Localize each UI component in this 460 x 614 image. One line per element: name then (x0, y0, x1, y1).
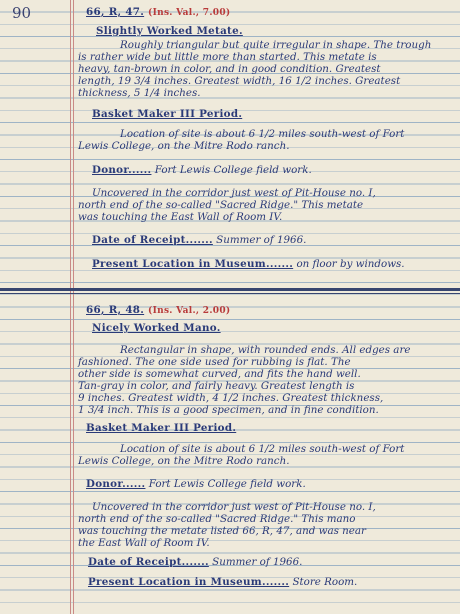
entry-2-donor: Fort Lewis College field work. (148, 478, 306, 490)
entry-2-receipt-row (88, 556, 302, 568)
entry-2-desc-line: 1 3/4 inch. This is a good specimen, and in fine condition. (78, 404, 379, 416)
entry-2-found-line: the East Wall of Room IV. (78, 537, 210, 549)
entry-1-donor-row (92, 164, 312, 176)
entry-1-museum-label: Present Location in Museum....... (92, 258, 294, 270)
entry-1-location-line: Location of site is about 6 1/2 miles south-west of Fort (120, 128, 405, 140)
entry-2-museum-label: Present Location in Museum....... (88, 576, 290, 588)
entry-2-receipt-label: Date of Receipt....... (88, 556, 209, 568)
entry-divider (0, 288, 460, 291)
entry-1-desc-line: length, 19 3/4 inches. Greatest width, 16 1/2 inches. Greatest (78, 75, 401, 87)
entry-2-museum: Store Room. (292, 576, 358, 588)
entry-1-donor-label: Donor...... (92, 164, 152, 176)
entry-1-museum-row (92, 258, 405, 270)
entry-1-found-line: was touching the East Wall of Room IV. (78, 211, 283, 223)
entry-1-museum: on floor by windows. (296, 258, 405, 270)
entry-1-found-line: Uncovered in the corridor just west of Pit-House no. I, (92, 187, 376, 199)
entry-2-desc-line: Rectangular in shape, with rounded ends. All edges are (120, 344, 411, 356)
entry-1-receipt-label: Date of Receipt....... (92, 234, 213, 246)
entry-2-found-line: north end of the so-called "Sacred Ridge." This mano (78, 513, 356, 525)
entry-2-desc-line: Tan-gray in color, and fairly heavy. Greatest length is (78, 380, 355, 392)
entry-2-desc-line: 9 inches. Greatest width, 4 1/2 inches. Greatest thickness, (78, 392, 384, 404)
entry-1-title: Slightly Worked Metate. (96, 25, 243, 37)
entry-2-catalog-no: 66, R, 48. (86, 304, 145, 316)
entry-2-header (86, 304, 230, 317)
entry-2-museum-row (88, 576, 357, 588)
entry-1-receipt-row (92, 234, 306, 246)
entry-2-location-line: Lewis College, on the Mitre Rodo ranch. (78, 455, 290, 467)
entry-2-found-line: was touching the metate listed 66, R, 47, and was near (78, 525, 366, 537)
entry-1-valuation: (Ins. Val., 7.00) (148, 8, 231, 18)
entry-2-found-line: Uncovered in the corridor just west of Pit-House no. I, (92, 501, 376, 513)
entry-2-desc-line: other side is somewhat curved, and fits the hand well. (78, 368, 361, 380)
entry-2-donor-row (86, 478, 306, 490)
entry-1-header (86, 6, 230, 19)
entry-2-period: Basket Maker III Period. (86, 422, 237, 434)
entry-1-catalog-no: 66, R, 47. (86, 6, 145, 18)
entry-2-desc-line: fashioned. The one side used for rubbing is flat. The (78, 356, 351, 368)
entry-1-desc-line: is rather wide but little more than started. This metate is (78, 51, 377, 63)
entry-1-period: Basket Maker III Period. (92, 108, 243, 120)
entry-2-valuation: (Ins. Val., 2.00) (148, 306, 231, 316)
entry-2-location-line: Location of site is about 6 1/2 miles south-west of Fort (120, 443, 405, 455)
entry-1-desc-line: Roughly triangular but quite irregular in shape. The trough (120, 39, 432, 51)
entry-1-donor: Fort Lewis College field work. (154, 164, 312, 176)
entry-1-desc-line: heavy, tan-brown in color, and in good condition. Greatest (78, 63, 381, 75)
entry-divider-thin (0, 293, 460, 294)
entry-2-donor-label: Donor...... (86, 478, 146, 490)
page-number: 90 (12, 4, 32, 22)
entry-2-title: Nicely Worked Mano. (92, 322, 221, 334)
entry-1-found-line: north end of the so-called "Sacred Ridge." This metate (78, 199, 364, 211)
entry-1-receipt: Summer of 1966. (216, 234, 307, 246)
entry-2-receipt: Summer of 1966. (212, 556, 303, 568)
entry-1-location-line: Lewis College, on the Mitre Rodo ranch. (78, 140, 290, 152)
entry-1-desc-line: thickness, 5 1/4 inches. (78, 87, 201, 99)
